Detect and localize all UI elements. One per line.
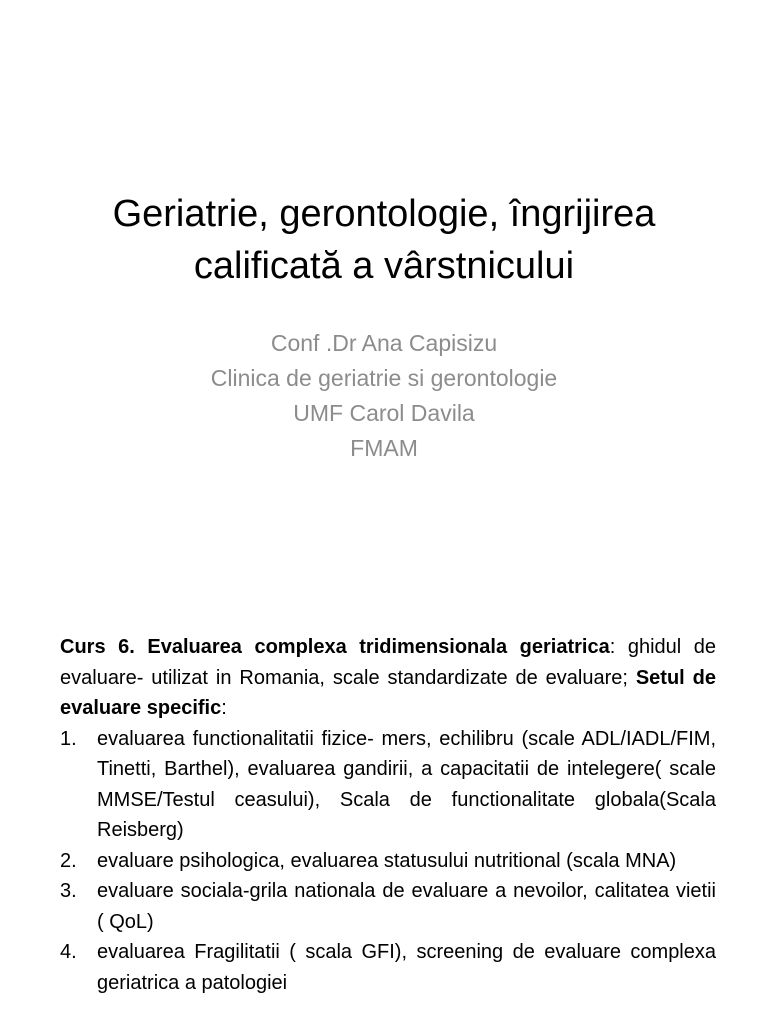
list-item [60,937,716,998]
list-item-number: 4. [60,941,77,963]
list-item-number: 2. [60,849,77,872]
course-heading-rest: : ghidul de evaluare- utilizat in Romania, scale standardizate de evaluare; [60,636,717,689]
author-line: Conf .Dr Ana Capisizu [270,330,498,356]
evaluation-set-colon: : [221,697,227,719]
evaluation-set-label: Setul de evaluare specific [60,666,716,719]
list-item-text: evaluare sociala-grila nationala de evaluare a nevoilor, calitatea vietii ( QoL) [97,880,716,933]
list-item-number: 1. [60,727,77,750]
title-line-1: Geriatrie, gerontologie, îngrijirea [112,193,656,235]
title-line-2: calificată a vârstnicului [193,245,575,287]
list-item-text: evaluarea functionalitatii fizice- mers, echilibru (scale ADL/IADL/FIM, Tinetti, Barthel), evaluarea gandirii, a capacitatii de intelegere( scale MMSE/Testul ceasului), Scala de functionalitate globala(Scala Reisberg) [97,727,716,841]
faculty-line: FMAM [350,435,418,461]
slide-title [40,188,728,292]
list-item [60,724,716,846]
evaluation-list [60,724,716,999]
list-item-text: evaluare psihologica, evaluarea statusului nutritional (scala MNA) [97,849,677,872]
list-item [60,876,716,937]
university-line: UMF Carol Davila [293,400,475,426]
course-description [60,632,716,998]
list-item-text: evaluarea Fragilitatii ( scala GFI), screening de evaluare complexa geriatrica a patologiei [97,941,716,994]
course-heading: Curs 6. Evaluarea complexa tridimensionala geriatrica [60,636,610,658]
slide-subtitle [40,326,728,466]
list-item-number: 3. [60,880,77,902]
list-item [60,846,716,877]
course-intro [60,632,716,724]
clinic-line: Clinica de geriatrie si gerontologie [210,365,558,391]
